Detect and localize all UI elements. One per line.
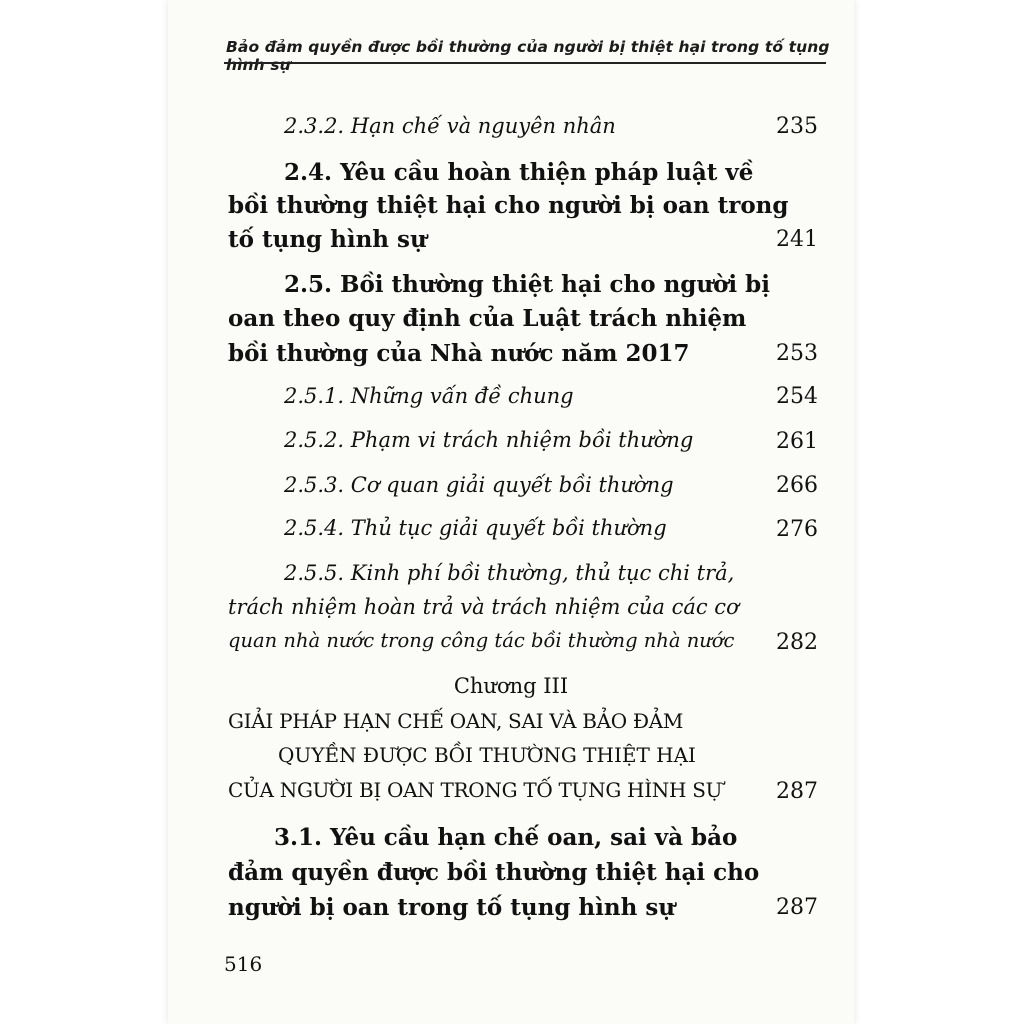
toc-entry-2-3-2-title: 2.3.2. Hạn chế và nguyên nhân	[284, 114, 616, 138]
book-page	[168, 0, 854, 1024]
toc-entry-2-3-2-page: 235	[776, 114, 818, 139]
chapter-label: Chương III	[453, 674, 569, 698]
chapter-title-line3: CỦA NGƯỜI BỊ OAN TRONG TỐ TỤNG HÌNH SỰ	[228, 778, 723, 802]
toc-entry-2-5-line1: 2.5. Bồi thường thiệt hại cho người bị	[284, 271, 770, 298]
toc-entry-2-5-line2: oan theo quy định của Luật trách nhiệm	[228, 305, 747, 332]
toc-entry-3-1-line2: đảm quyền được bồi thường thiệt hại cho	[228, 859, 760, 886]
toc-entry-2-5-2-title: 2.5.2. Phạm vi trách nhiệm bồi thường	[284, 428, 694, 452]
toc-entry-3-1-page: 287	[776, 895, 818, 920]
toc-entry-2-5-4-title: 2.5.4. Thủ tục giải quyết bồi thường	[284, 516, 667, 540]
toc-entry-2-5-1-page: 254	[776, 384, 818, 409]
chapter-title-line2: QUYỀN ĐƯỢC BỒI THƯỜNG THIỆT HẠI	[278, 743, 696, 767]
toc-entry-2-5-2-page: 261	[776, 429, 818, 454]
toc-entry-2-4-line2: bồi thường thiệt hại cho người bị oan trong	[228, 192, 789, 219]
chapter-page: 287	[776, 779, 818, 804]
toc-entry-2-5-page: 253	[776, 341, 818, 366]
toc-entry-3-1-line1: 3.1. Yêu cầu hạn chế oan, sai và bảo	[274, 824, 738, 851]
toc-entry-2-4-line3: tố tụng hình sự	[228, 226, 427, 253]
chapter-title-line1: GIẢI PHÁP HẠN CHẾ OAN, SAI VÀ BẢO ĐẢM	[228, 709, 684, 733]
toc-entry-2-5-5-page: 282	[776, 630, 818, 655]
running-header: Bảo đảm quyền được bồi thường của người bị thiệt hại trong tố tụng hình sự	[226, 38, 830, 74]
toc-entry-2-5-5-line3: quan nhà nước trong công tác bồi thường nhà nước	[228, 629, 735, 652]
toc-entry-2-5-5-line1: 2.5.5. Kinh phí bồi thường, thủ tục chi trả,	[284, 561, 735, 585]
toc-entry-2-5-4-page: 276	[776, 517, 818, 542]
toc-entry-2-4-line1: 2.4. Yêu cầu hoàn thiện pháp luật về	[284, 159, 754, 186]
toc-entry-2-5-1-title: 2.5.1. Những vấn đề chung	[284, 384, 574, 408]
toc-entry-2-5-line3: bồi thường của Nhà nước năm 2017	[228, 340, 690, 367]
toc-entry-2-5-5-line2: trách nhiệm hoàn trả và trách nhiệm của các cơ	[228, 595, 739, 619]
toc-entry-3-1-line3: người bị oan trong tố tụng hình sự	[228, 894, 676, 921]
header-rule	[224, 62, 826, 64]
page-number: 516	[224, 952, 263, 976]
toc-entry-2-5-3-page: 266	[776, 473, 818, 498]
toc-entry-2-5-3-title: 2.5.3. Cơ quan giải quyết bồi thường	[284, 473, 674, 497]
toc-entry-2-4-page: 241	[776, 227, 818, 252]
